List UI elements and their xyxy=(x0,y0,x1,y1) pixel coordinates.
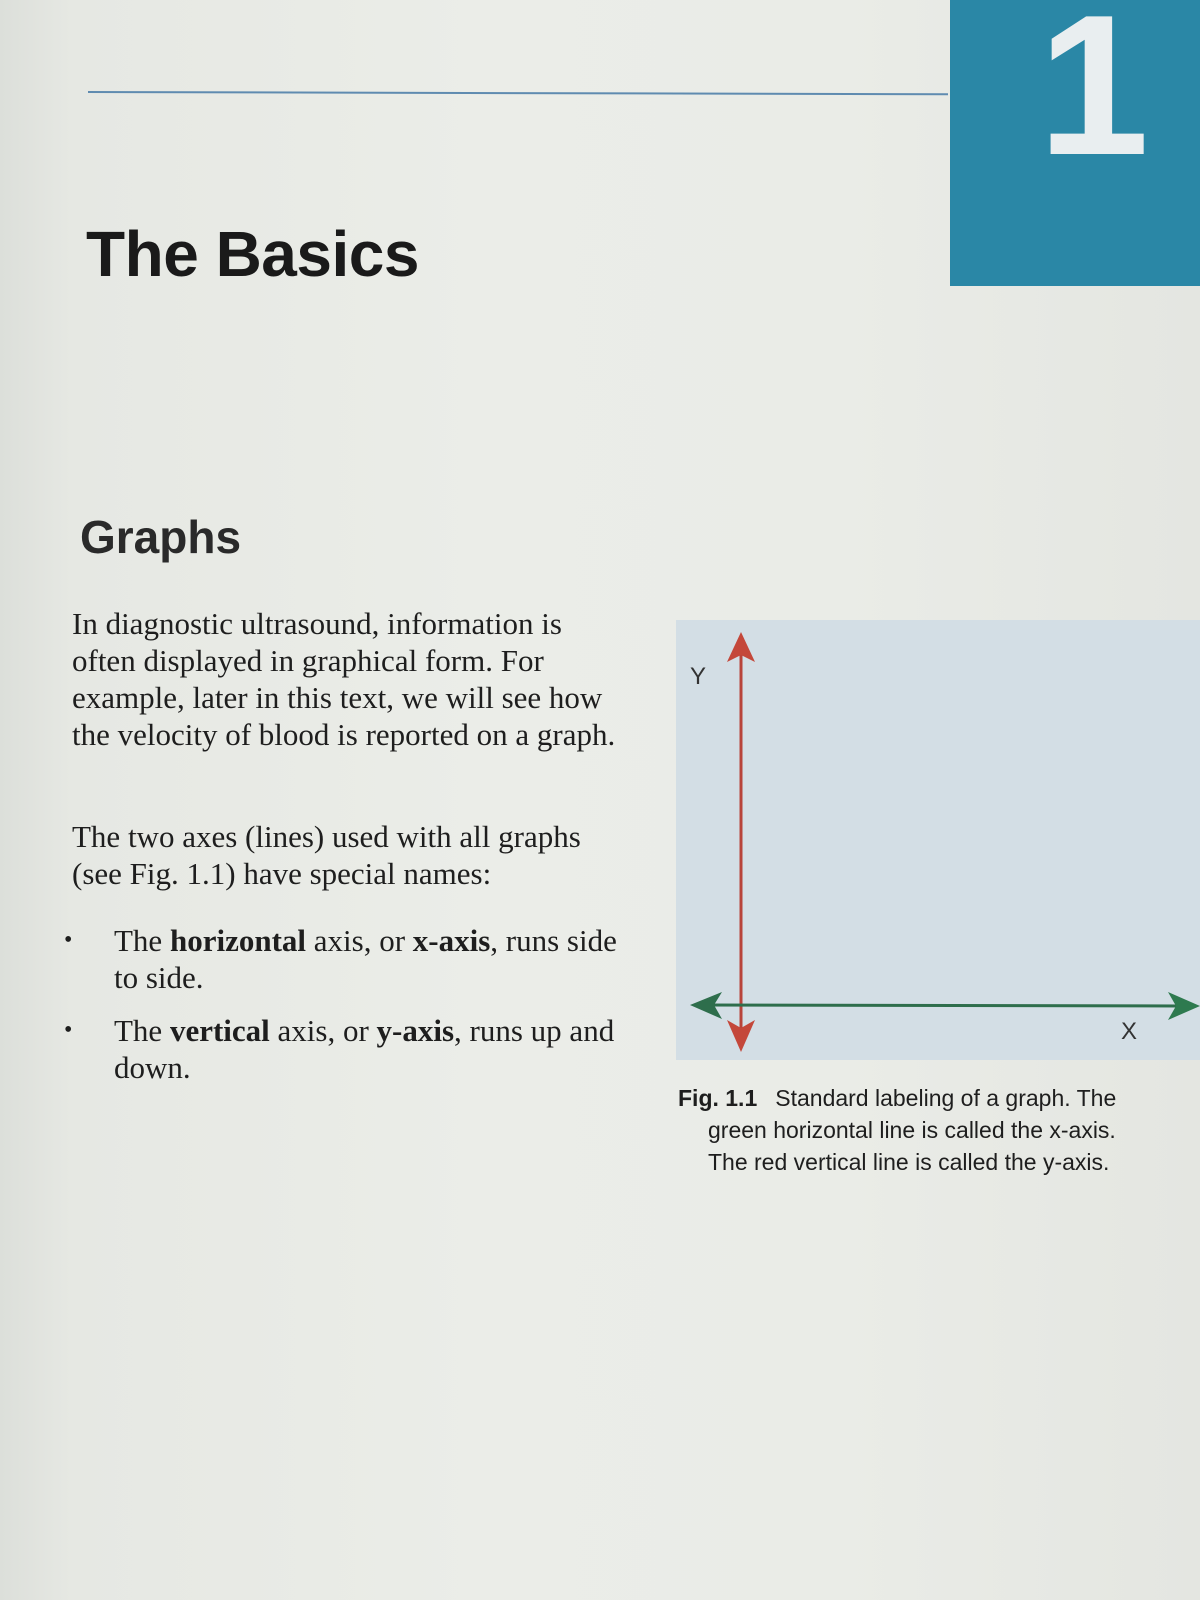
chapter-title: The Basics xyxy=(86,218,419,290)
x-axis-line xyxy=(705,1005,1180,1006)
caption-line-3: The red vertical line is called the y-axis. xyxy=(708,1149,1110,1175)
paragraph-intro: In diagnostic ultrasound, information is often displayed in graphical form. For example, later in this text, we will see how the velocity of blood is reported on a graph. xyxy=(72,606,616,752)
bullet-text-post: , runs side to side. xyxy=(114,923,617,995)
bullet-text-pre: The xyxy=(114,1013,170,1048)
x-axis-label: X xyxy=(1121,1018,1138,1045)
x-axis xyxy=(690,992,1200,1020)
bullet-text-mid: axis, or xyxy=(306,923,413,958)
section-title: Graphs xyxy=(80,511,242,563)
bullet-icon: • xyxy=(64,1017,73,1043)
caption-line-1: Standard labeling of a graph. The xyxy=(775,1085,1117,1111)
bullet-bold-term: vertical xyxy=(169,1013,270,1048)
figure-caption xyxy=(678,1082,1188,1178)
bullet-bold-term: y-axis xyxy=(376,1013,455,1048)
bullet-text-post: , runs up and down. xyxy=(114,1013,615,1085)
caption-line-2: green horizontal line is called the x-axis. xyxy=(708,1117,1116,1143)
bullet-text-pre: The xyxy=(114,923,170,958)
y-axis-label: Y xyxy=(690,663,707,690)
bullet-bold-term: x-axis xyxy=(412,923,491,958)
chapter-number: 1 xyxy=(1038,0,1150,197)
bullet-bold-term: horizontal xyxy=(169,923,307,958)
bullet-text-mid: axis, or xyxy=(269,1013,377,1048)
figure-number: Fig. 1.1 xyxy=(678,1085,758,1111)
paragraph-axes: The two axes (lines) used with all graphs (see Fig. 1.1) have special names: xyxy=(72,819,581,891)
bullet-icon: • xyxy=(64,927,73,953)
y-axis xyxy=(727,632,755,1052)
